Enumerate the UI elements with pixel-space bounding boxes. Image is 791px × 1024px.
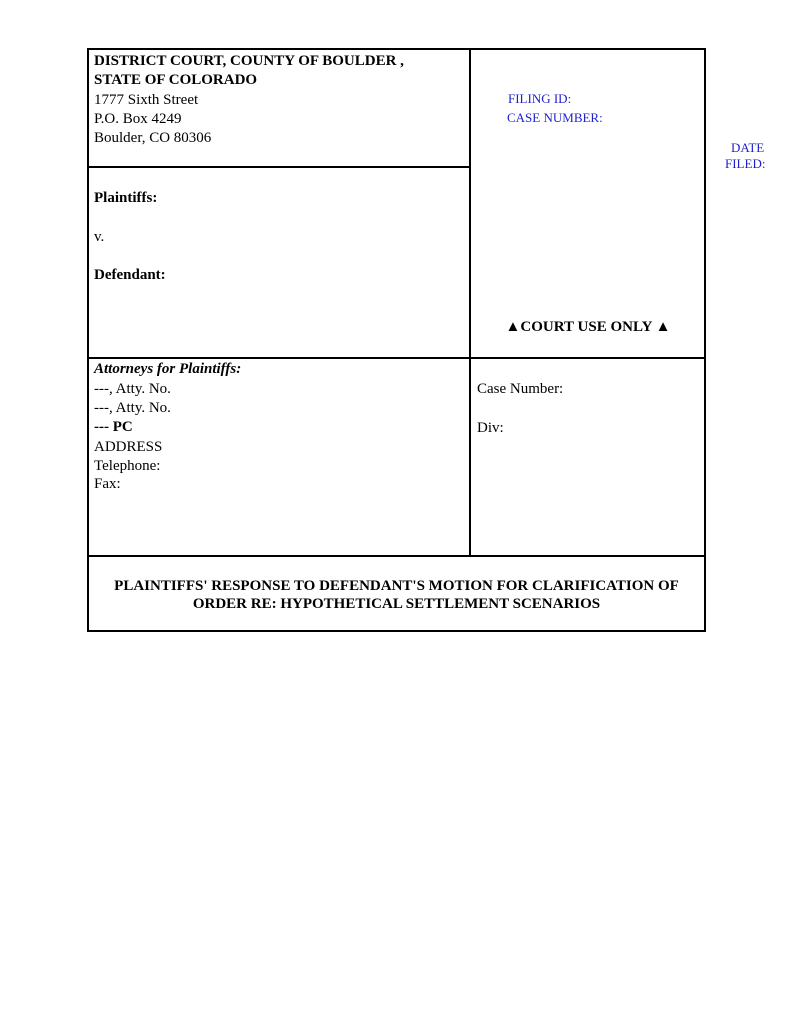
plaintiffs-label: Plaintiffs: xyxy=(94,190,158,206)
attorney-line-1: ---, Atty. No. xyxy=(94,381,171,397)
attorneys-heading: Attorneys for Plaintiffs: xyxy=(94,361,242,377)
document-title xyxy=(89,577,704,613)
date-filed-label-line2: FILED: xyxy=(725,156,766,171)
law-firm-name: --- PC xyxy=(94,419,133,435)
firm-fax: Fax: xyxy=(94,476,121,492)
title-divider xyxy=(88,555,705,557)
document-title-line1: PLAINTIFFS' RESPONSE TO DEFENDANT'S MOTION FOR CLARIFICATION OF xyxy=(114,578,679,594)
caption-column-divider xyxy=(469,49,471,557)
filing-id-label: FILING ID: xyxy=(508,91,572,106)
court-info-divider xyxy=(88,166,470,168)
document-title-line2: ORDER RE: HYPOTHETICAL SETTLEMENT SCENARIOS xyxy=(192,596,601,612)
court-name-line2: STATE OF COLORADO xyxy=(94,72,258,88)
date-filed-label-line1: DATE xyxy=(731,140,765,155)
firm-telephone: Telephone: xyxy=(94,458,161,474)
parties-divider xyxy=(88,357,705,359)
court-po-box: P.O. Box 4249 xyxy=(94,111,182,127)
division-label: Div: xyxy=(477,420,504,436)
court-city: Boulder, CO 80306 xyxy=(94,130,212,146)
firm-address: ADDRESS xyxy=(94,439,163,455)
attorney-line-2: ---, Atty. No. xyxy=(94,400,171,416)
case-number-label: Case Number: xyxy=(477,381,564,397)
defendant-label: Defendant: xyxy=(94,267,166,283)
court-street: 1777 Sixth Street xyxy=(94,92,199,108)
court-name-line1: DISTRICT COURT, COUNTY OF BOULDER , xyxy=(94,53,404,69)
stamp-case-number-label: CASE NUMBER: xyxy=(507,110,603,125)
versus-label: v. xyxy=(94,229,105,245)
court-use-only-label: ▲COURT USE ONLY ▲ xyxy=(505,319,671,335)
